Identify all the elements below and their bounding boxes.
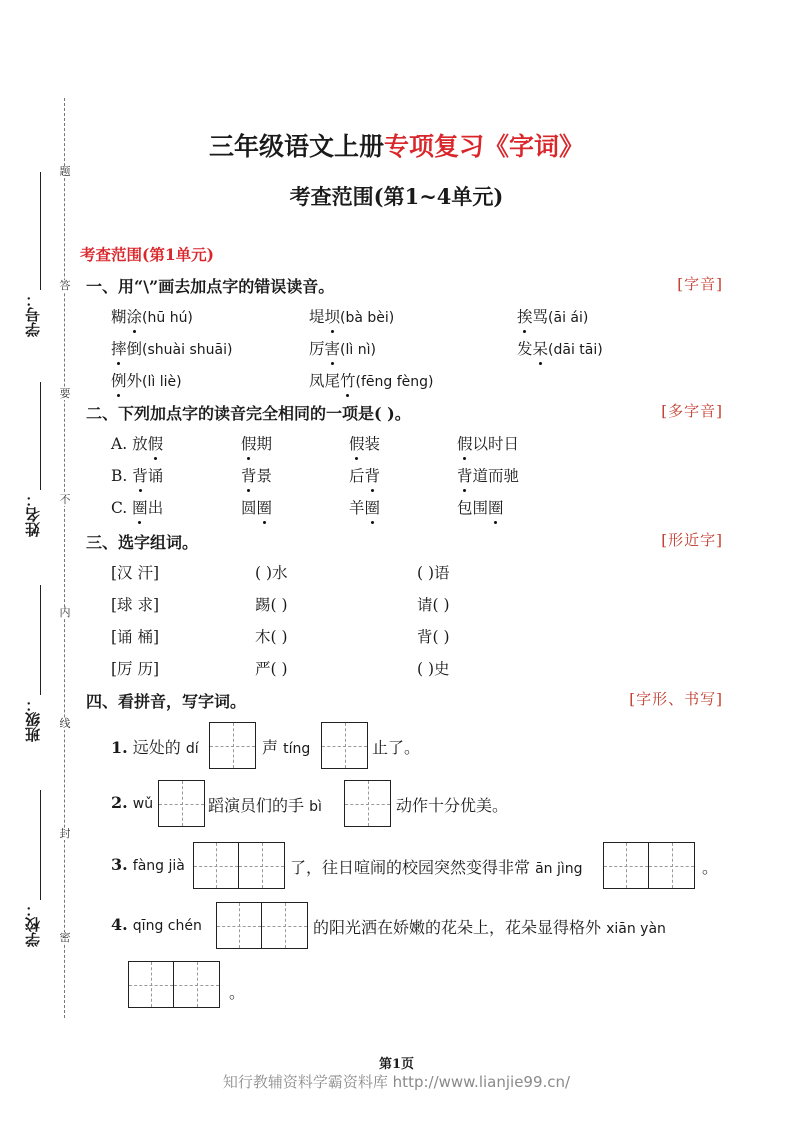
writing-grid[interactable] <box>321 722 368 769</box>
q4-sentence-1 <box>111 735 199 758</box>
dotted-char: 背 <box>365 464 381 486</box>
class-line[interactable] <box>40 585 41 695</box>
q4-sentence-3-end: 。 <box>702 858 719 877</box>
dotted-char: 呆 <box>533 337 549 359</box>
q4-sentence-3-mid <box>290 855 583 878</box>
writing-grid[interactable] <box>158 780 205 827</box>
q3-fill-blank[interactable]: 木( ) <box>255 628 288 646</box>
seal-char: 封 <box>59 827 71 840</box>
q1-word-item: 厉害(lì nì) <box>309 337 376 359</box>
q4-sentence-2 <box>111 793 153 812</box>
q3-char-pair: [球 求] <box>111 596 160 614</box>
sentence-number: 3. <box>111 855 128 874</box>
q1-word-item: 例外(lì liè) <box>111 369 182 391</box>
seal-char: 要 <box>59 387 71 400</box>
q4-sentence-1-end: 止了。 <box>372 738 421 757</box>
q4-sentence-4-mid <box>313 915 666 938</box>
q1-tag: [字音] <box>677 275 723 293</box>
seal-char: 内 <box>59 606 71 619</box>
dotted-char: 圈 <box>488 496 504 518</box>
writing-grid[interactable] <box>209 722 256 769</box>
title-highlight: 专项复习《字词》 <box>384 132 585 161</box>
student-id-label: 学号： <box>24 292 42 337</box>
pinyin-options[interactable]: (lì liè) <box>142 374 182 390</box>
dotted-char: 坝 <box>325 305 341 327</box>
pinyin-options[interactable]: (lì nì) <box>340 342 376 358</box>
title-main: 三年级语文上册 <box>208 132 384 161</box>
name-line[interactable] <box>40 382 41 490</box>
writing-grid[interactable] <box>344 780 391 827</box>
pinyin: ān jìng <box>535 861 583 877</box>
seal-char: 不 <box>59 493 71 506</box>
page-subtitle: 考查范围(第1~4单元) <box>289 184 504 209</box>
pinyin: tíng <box>283 741 311 757</box>
q2-word: 背道而驰 <box>457 464 519 486</box>
pinyin-options[interactable]: (bà bèi) <box>340 310 395 326</box>
q3-tag: [形近字] <box>661 531 723 549</box>
pinyin-options[interactable]: (fēng fèng) <box>355 374 434 390</box>
q1-word-item: 凤尾竹(fēng fèng) <box>309 369 434 391</box>
binding-dashed-line <box>64 98 65 1018</box>
q3-char-pair: [厉 历] <box>111 660 160 678</box>
option-label[interactable]: C. <box>111 499 133 517</box>
watermark: 知行教辅资料学霸资料库 http://www.lianjie99.cn/ <box>222 1073 571 1091</box>
q3-fill-blank[interactable]: ( )语 <box>417 564 450 582</box>
seal-char: 题 <box>59 165 71 178</box>
q2-heading: 二、下列加点字的读音完全相同的一项是( )。 <box>86 404 411 423</box>
school-label: 学校： <box>24 902 42 947</box>
name-label: 姓名： <box>24 492 42 537</box>
q2-word: 背景 <box>241 464 272 486</box>
dotted-char: 假 <box>241 432 257 454</box>
pinyin: wǔ <box>132 796 154 812</box>
q3-fill-blank[interactable]: ( )水 <box>255 564 288 582</box>
q4-sentence-4-end: 。 <box>229 983 246 1002</box>
pinyin-options[interactable]: (shuài shuāi) <box>142 342 233 358</box>
option-label[interactable]: B. <box>111 467 133 485</box>
dotted-char: 假 <box>148 432 164 454</box>
dotted-char: 挨 <box>517 305 533 327</box>
dotted-char: 例 <box>111 369 127 391</box>
q2-option[interactable]: B. 背诵 <box>111 464 163 486</box>
sentence-text: 了，往日喧闹的校园突然变得非常 <box>290 858 536 877</box>
sentence-text: 的阳光洒在娇嫩的花朵上，花朵显得格外 <box>313 918 607 937</box>
q1-word-item: 挨骂(āi ái) <box>517 305 588 327</box>
seal-char: 答 <box>59 279 71 292</box>
dotted-char: 背 <box>132 464 148 486</box>
q3-char-pair: [汉 汗] <box>111 564 160 582</box>
q1-word-item: 摔倒(shuài shuāi) <box>111 337 232 359</box>
pinyin-options[interactable]: (hū hú) <box>142 310 193 326</box>
q1-word-item: 糊涂(hū hú) <box>111 305 193 327</box>
q2-option[interactable]: A. 放假 <box>111 432 163 454</box>
page-number: 第1页 <box>378 1057 415 1072</box>
q2-word: 圆圈 <box>241 496 272 518</box>
seal-char: 密 <box>59 931 71 944</box>
section-scope: 考查范围(第1单元) <box>80 245 214 264</box>
class-label: 班级： <box>24 697 42 742</box>
dotted-char: 背 <box>457 464 473 486</box>
writing-grid[interactable] <box>193 842 285 889</box>
q4-sentence-1-mid <box>262 735 310 758</box>
pinyin: bì <box>309 799 322 815</box>
q1-word-item: 堤坝(bà bèi) <box>309 305 394 327</box>
pinyin: xiān yàn <box>606 921 666 937</box>
q4-sentence-4 <box>111 915 202 934</box>
dotted-char: 摔 <box>111 337 127 359</box>
pinyin-options[interactable]: (āi ái) <box>548 310 589 326</box>
q2-word: 羊圈 <box>349 496 380 518</box>
q1-heading: 一、用“\”画去加点字的错误读音。 <box>86 277 335 296</box>
pinyin: fàng jià <box>132 858 185 874</box>
writing-grid[interactable] <box>216 902 308 949</box>
school-line[interactable] <box>40 790 41 900</box>
pinyin-options[interactable]: (dāi tāi) <box>548 342 603 358</box>
seal-char: 线 <box>59 717 71 730</box>
writing-grid[interactable] <box>603 842 695 889</box>
option-label[interactable]: A. <box>111 435 133 453</box>
sentence-text: 蹈演员们的手 <box>208 796 310 815</box>
q4-sentence-2-end: 动作十分优美。 <box>396 796 509 815</box>
q3-fill-blank[interactable]: 请( ) <box>417 596 450 614</box>
q2-word: 包围圈 <box>457 496 504 518</box>
q2-word: 假以时日 <box>457 432 519 454</box>
q3-fill-blank[interactable]: 踢( ) <box>255 596 288 614</box>
q3-char-pair: [诵 桶] <box>111 628 160 646</box>
dotted-char: 背 <box>241 464 257 486</box>
q3-fill-blank[interactable]: ( )史 <box>417 660 450 678</box>
sentence-text: 声 <box>262 738 284 757</box>
dotted-char: 假 <box>349 432 365 454</box>
q2-tag: [多字音] <box>661 402 723 420</box>
q4-sentence-2-mid <box>208 793 322 816</box>
dotted-char: 假 <box>457 432 473 454</box>
q3-fill-blank[interactable]: 背( ) <box>417 628 450 646</box>
pinyin: qīng chén <box>132 918 202 934</box>
dotted-char: 涂 <box>127 305 143 327</box>
page-title <box>0 127 793 163</box>
pinyin: dí <box>185 741 199 757</box>
dotted-char: 害 <box>325 337 341 359</box>
q2-option[interactable]: C. 圈出 <box>111 496 163 518</box>
sentence-number: 1. <box>111 738 128 757</box>
dotted-char: 圈 <box>257 496 273 518</box>
q3-fill-blank[interactable]: 严( ) <box>255 660 288 678</box>
q1-word-item: 发呆(dāi tāi) <box>517 337 603 359</box>
sentence-text: 远处的 <box>132 738 186 757</box>
dotted-char: 圈 <box>365 496 381 518</box>
q4-sentence-3 <box>111 855 185 874</box>
sentence-number: 4. <box>111 915 128 934</box>
dotted-char: 圈 <box>132 496 148 518</box>
dotted-char: 竹 <box>340 369 356 391</box>
sentence-number: 2. <box>111 793 128 812</box>
writing-grid[interactable] <box>128 961 220 1008</box>
q2-word: 假期 <box>241 432 272 454</box>
q4-tag: [字形、书写] <box>629 690 723 708</box>
q3-heading: 三、选字组词。 <box>86 533 199 552</box>
q2-word: 假装 <box>349 432 380 454</box>
q4-heading: 四、看拼音，写字词。 <box>86 692 247 711</box>
q2-word: 后背 <box>349 464 380 486</box>
